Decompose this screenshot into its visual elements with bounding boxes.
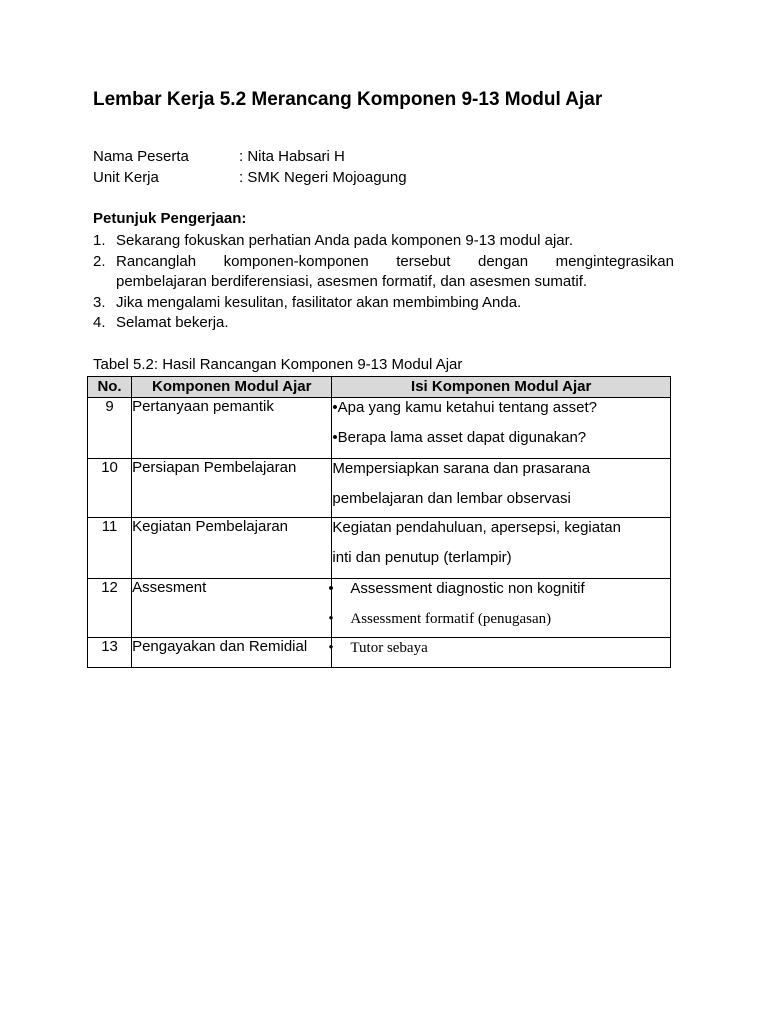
isi-text: Assessment formatif (penugasan) [350,611,552,627]
table-row [88,518,671,579]
isi-bullet-line [328,574,670,604]
bullet-icon: • [328,580,334,597]
header-komponen: Komponen Modul Ajar [132,377,332,398]
row-number: 9 [88,398,132,459]
row-isi [332,518,671,579]
header-isi: Isi Komponen Modul Ajar [332,377,671,398]
instructions-heading: Petunjuk Pengerjaan: [93,210,247,227]
bullet-icon: • [328,640,334,656]
row-isi [328,638,671,668]
isi-line: inti dan penutup (terlampir) [332,549,512,566]
instruction-number: 3. [93,293,106,311]
instruction-number: 2. [93,252,106,270]
row-isi [332,459,671,518]
row-komponen: Kegiatan Pembelajaran [132,518,332,579]
isi-line: •Apa yang kamu ketahui tentang asset? [332,399,597,416]
isi-bullet-line [328,633,670,663]
row-number: 12 [88,579,132,638]
header-no: No. [88,377,132,398]
instruction-item [93,252,674,293]
row-number: 10 [88,459,132,518]
bullet-icon: • [328,611,334,627]
row-isi [328,579,671,638]
isi-line: pembelajaran dan lembar observasi [332,490,571,507]
instruction-item [93,231,674,252]
row-komponen: Assesment [132,579,332,638]
instruction-item [93,293,674,314]
participant-name-value: : Nita Habsari H [239,148,345,165]
table-row [88,398,671,459]
row-number: 11 [88,518,132,579]
participant-unit-row [93,169,407,186]
table-row [88,638,671,668]
module-components-table [87,376,671,668]
document-title: Lembar Kerja 5.2 Merancang Komponen 9-13 Modul Ajar [93,89,603,110]
participant-unit-value: : SMK Negeri Mojoagung [239,169,407,186]
isi-line: Kegiatan pendahuluan, apersepsi, kegiatan [332,519,621,536]
isi-text: Tutor sebaya [350,640,428,656]
row-number: 13 [88,638,132,668]
row-komponen: Pengayakan dan Remidial [132,638,332,668]
row-komponen: Persiapan Pembelajaran [132,459,332,518]
instruction-text: Selamat bekerja. [116,314,229,331]
isi-text: Assessment diagnostic non kognitif [350,580,585,597]
instruction-text: Sekarang fokuskan perhatian Anda pada komponen 9-13 modul ajar. [116,232,573,249]
participant-name-row [93,148,345,165]
instruction-text: Rancanglah komponen-komponen tersebut dengan mengintegrasikan pembelajaran berdiferensiasi, asesmen formatif, dan asesmen sumatif. [116,252,674,290]
instruction-text: Jika mengalami kesulitan, fasilitator akan membimbing Anda. [116,293,522,311]
isi-line: •Berapa lama asset dapat digunakan? [332,429,587,446]
participant-unit-label: Unit Kerja [93,169,159,186]
table-row [88,579,671,638]
participant-name-label: Nama Peserta [93,148,189,165]
instruction-item [93,313,674,334]
table-caption: Tabel 5.2: Hasil Rancangan Komponen 9-13 Modul Ajar [93,356,463,373]
instruction-number: 1. [93,232,106,249]
isi-bullet-line [328,604,670,634]
row-komponen: Pertanyaan pemantik [132,398,332,459]
instructions-list [93,231,674,334]
table-row [88,459,671,518]
row-isi [332,398,671,459]
isi-line: Mempersiapkan sarana dan prasarana [332,460,591,477]
instruction-number: 4. [93,314,106,331]
